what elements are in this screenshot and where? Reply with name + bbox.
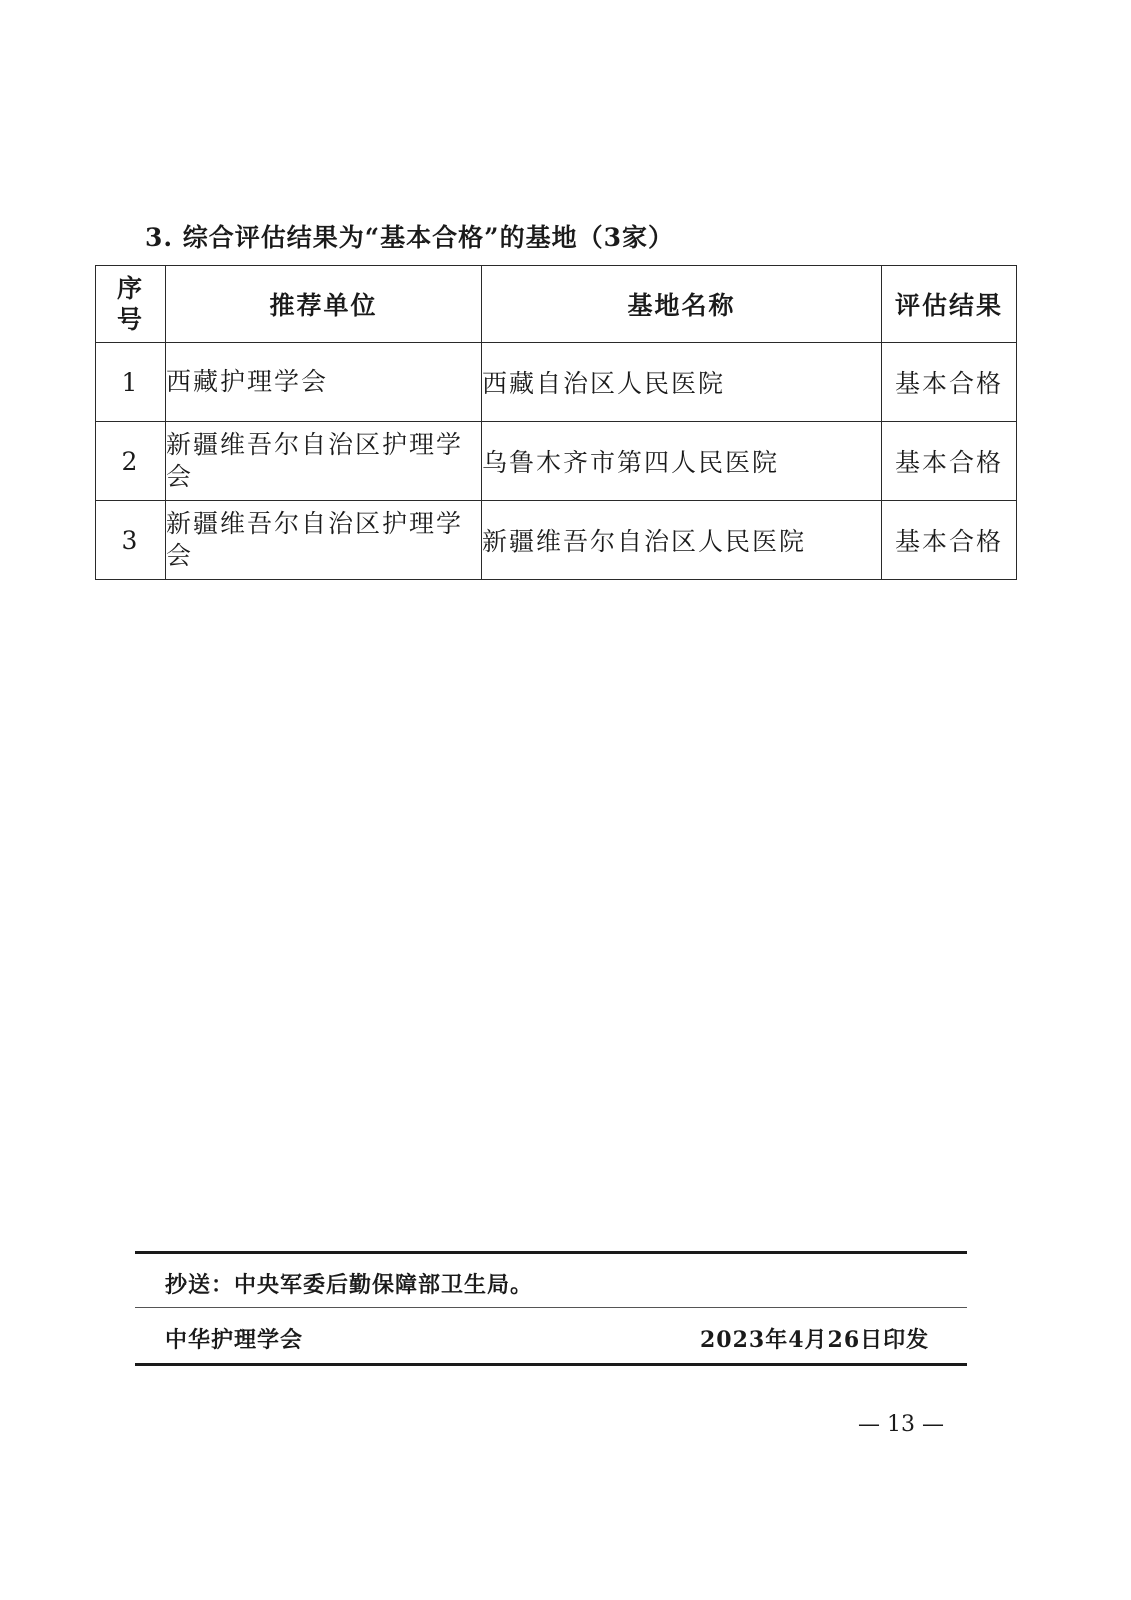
header-seq-line1: 序 [116,274,144,303]
cell-unit: 西藏护理学会 [166,343,482,422]
evaluation-result-table [95,265,1017,580]
cell-seq: 3 [96,501,166,580]
header-seq [96,266,166,343]
header-base: 基地名称 [482,266,882,343]
cell-base: 西藏自治区人民医院 [482,343,882,422]
cell-base: 乌鲁木齐市第四人民医院 [482,422,882,501]
cell-result: 基本合格 [882,422,1017,501]
footer-middle-rule [135,1307,967,1308]
page-number: — 13 — [858,1412,944,1437]
header-unit: 推荐单位 [166,266,482,343]
cell-result: 基本合格 [882,501,1017,580]
table-row [96,422,1017,501]
cc-recipients: 抄送：中央军委后勤保障部卫生局。 [165,1272,534,1298]
issue-date: 2023年4月26日印发 [700,1327,930,1353]
header-result: 评估结果 [882,266,1017,343]
header-seq-line2: 号 [116,305,144,334]
table-row [96,343,1017,422]
cell-seq: 2 [96,422,166,501]
section-heading: 3. 综合评估结果为“基本合格”的基地（3家） [145,223,674,252]
footer-top-rule [135,1251,967,1254]
table-row [96,501,1017,580]
cell-seq: 1 [96,343,166,422]
cell-unit: 新疆维吾尔自治区护理学会 [166,422,482,501]
cell-base: 新疆维吾尔自治区人民医院 [482,501,882,580]
table-header-row [96,266,1017,343]
cell-unit: 新疆维吾尔自治区护理学会 [166,501,482,580]
issuing-organization: 中华护理学会 [165,1327,304,1353]
cell-result: 基本合格 [882,343,1017,422]
footer-bottom-rule [135,1363,967,1366]
